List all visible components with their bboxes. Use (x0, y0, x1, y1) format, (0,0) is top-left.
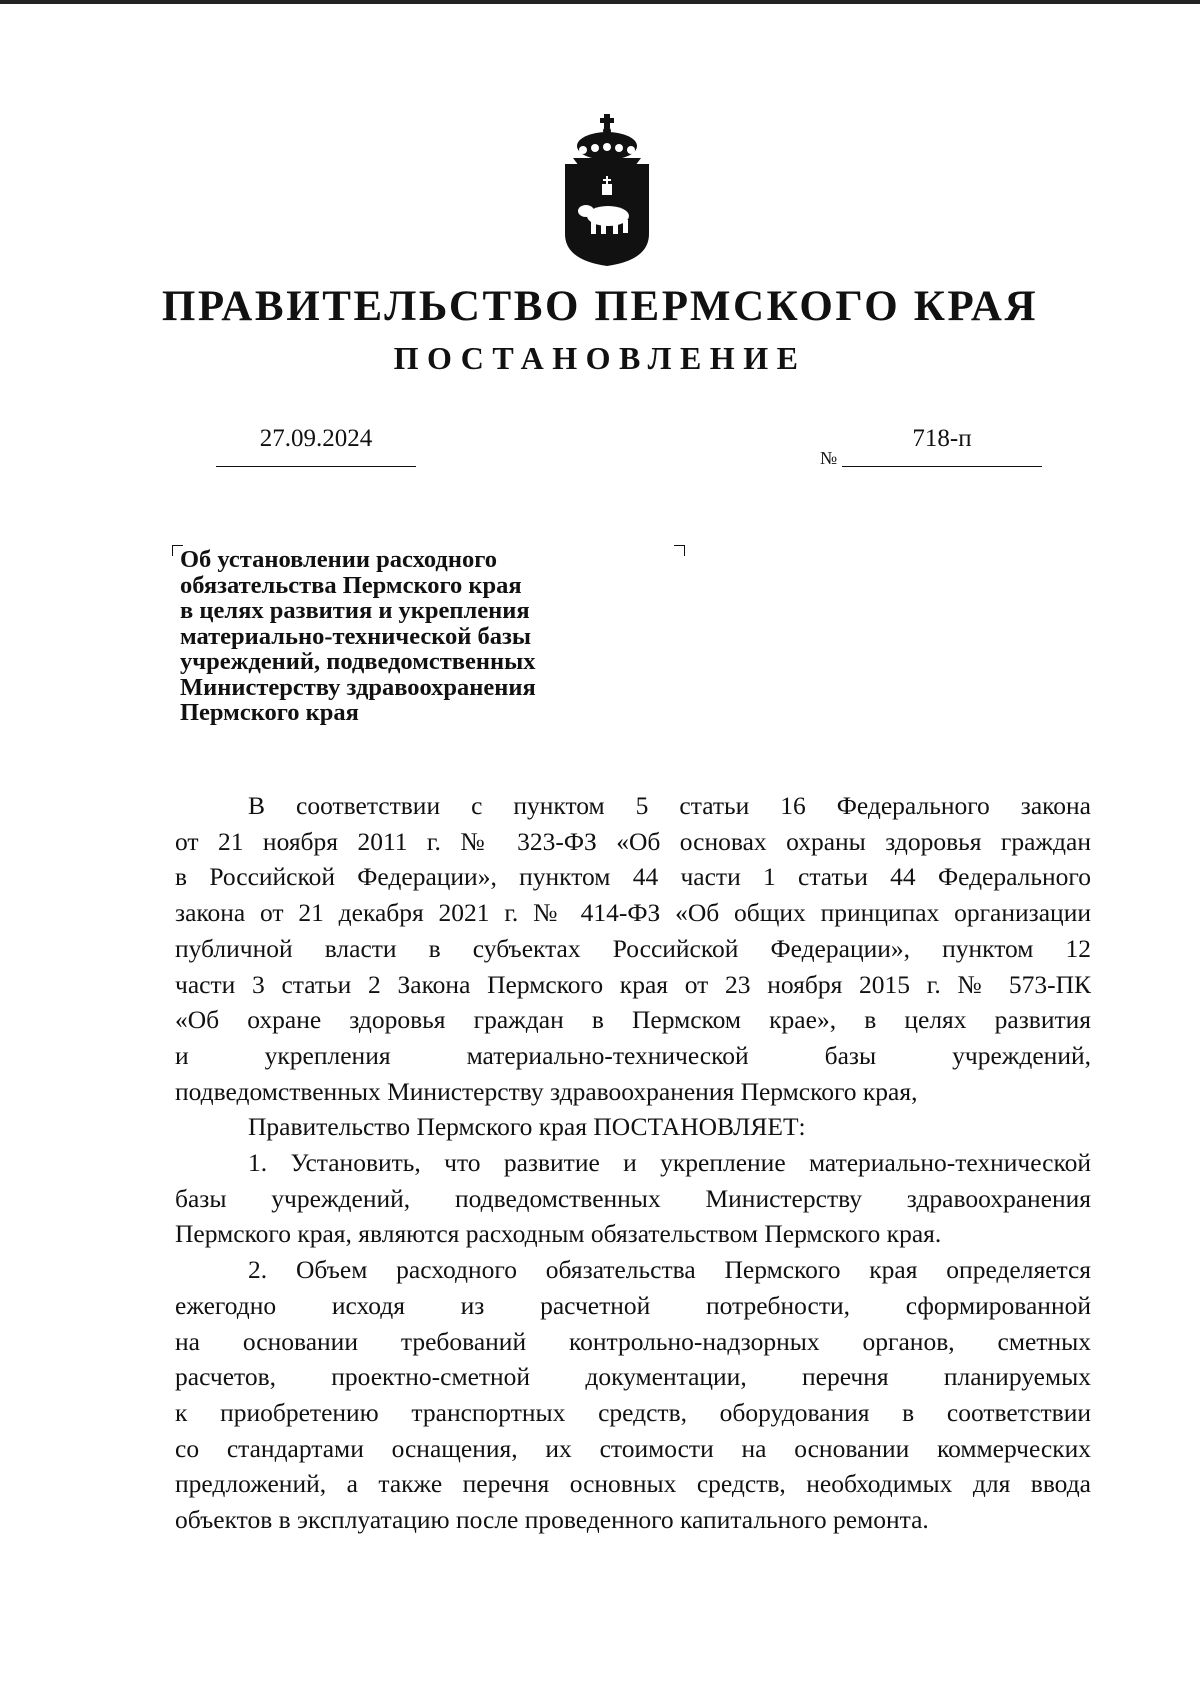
item2-line: расчетов, проектно-сметной документации, перечня планируемых (175, 1362, 1091, 1392)
preamble-line: публичной власти в субъектах Российской Федерации», пунктом 12 (175, 933, 1091, 963)
preamble-line: части 3 статьи 2 Закона Пермского края от 23 ноября 2015 г. № 573-ПК (175, 969, 1091, 999)
preamble-line: подведомственных Министерству здравоохранения Пермского края, (175, 1076, 918, 1106)
item2-line: к приобретению транспортных средств, оборудования в соответствии (175, 1397, 1091, 1427)
org-title: ПРАВИТЕЛЬСТВО ПЕРМСКОГО КРАЯ (161, 283, 1039, 330)
preamble-line: В соответствии с пунктом 5 статьи 16 Федерального закона (248, 791, 1091, 820)
preamble-line: «Об охране здоровья граждан в Пермском крае», в целях развития (175, 1005, 1091, 1035)
document-number: 718-п (912, 425, 972, 452)
number-underline (842, 466, 1042, 467)
heading-corner-mark-right (674, 545, 685, 556)
heading-line: Пермского края (180, 699, 359, 726)
perm-krai-coat-of-arms-icon (561, 114, 653, 266)
item2-line: 2. Объем расходного обязательства Пермского края определяется (248, 1255, 1091, 1285)
item2-line: предложений, а также перечня основных средств, необходимых для ввода (175, 1469, 1091, 1499)
preamble-line: закона от 21 декабря 2021 г. № 414-ФЗ «Об общих принципах организации (175, 898, 1091, 928)
heading-line: учреждений, подведомственных (180, 648, 536, 675)
heading-line: Об установлении расходного (180, 546, 497, 573)
item2-line: объектов в эксплуатацию после проведенного капитального ремонта. (175, 1505, 929, 1535)
heading-line: в целях развития и укрепления (180, 597, 530, 624)
item2-line: ежегодно исходя из расчетной потребности, сформированной (175, 1290, 1091, 1320)
heading-line: обязательства Пермского края (180, 571, 522, 599)
resolves-line: Правительство Пермского края ПОСТАНОВЛЯЕТ: (248, 1112, 806, 1142)
item2-line: на основании требований контрольно-надзорных органов, сметных (175, 1326, 1091, 1356)
document-type: ПОСТАНОВЛЕНИЕ (393, 340, 807, 376)
item2-line: со стандартами оснащения, их стоимости на основании коммерческих (175, 1433, 1091, 1463)
heading-line: Министерству здравоохранения (180, 673, 536, 701)
document-date: 27.09.2024 (259, 425, 373, 452)
preamble-line: в Российской Федерации», пунктом 44 части 1 статьи 44 Федерального (175, 862, 1091, 892)
document-heading (180, 547, 620, 726)
heading-line: материально-технической базы (180, 622, 532, 650)
preamble-line: от 21 ноября 2011 г. № 323-ФЗ «Об основах охраны здоровья граждан (175, 826, 1091, 856)
item1-line: Пермского края, являются расходным обязательством Пермского края. (175, 1219, 942, 1249)
number-sign: № (820, 448, 838, 468)
item1-line: базы учреждений, подведомственных Министерству здравоохранения (175, 1183, 1091, 1213)
preamble-line: и укрепления материально-технической базы учреждений, (175, 1040, 1091, 1070)
document-body (175, 788, 1091, 1538)
item1-line: 1. Установить, что развитие и укрепление материально-технической (248, 1148, 1091, 1178)
scan-top-edge (0, 0, 1200, 4)
date-underline (216, 466, 416, 467)
